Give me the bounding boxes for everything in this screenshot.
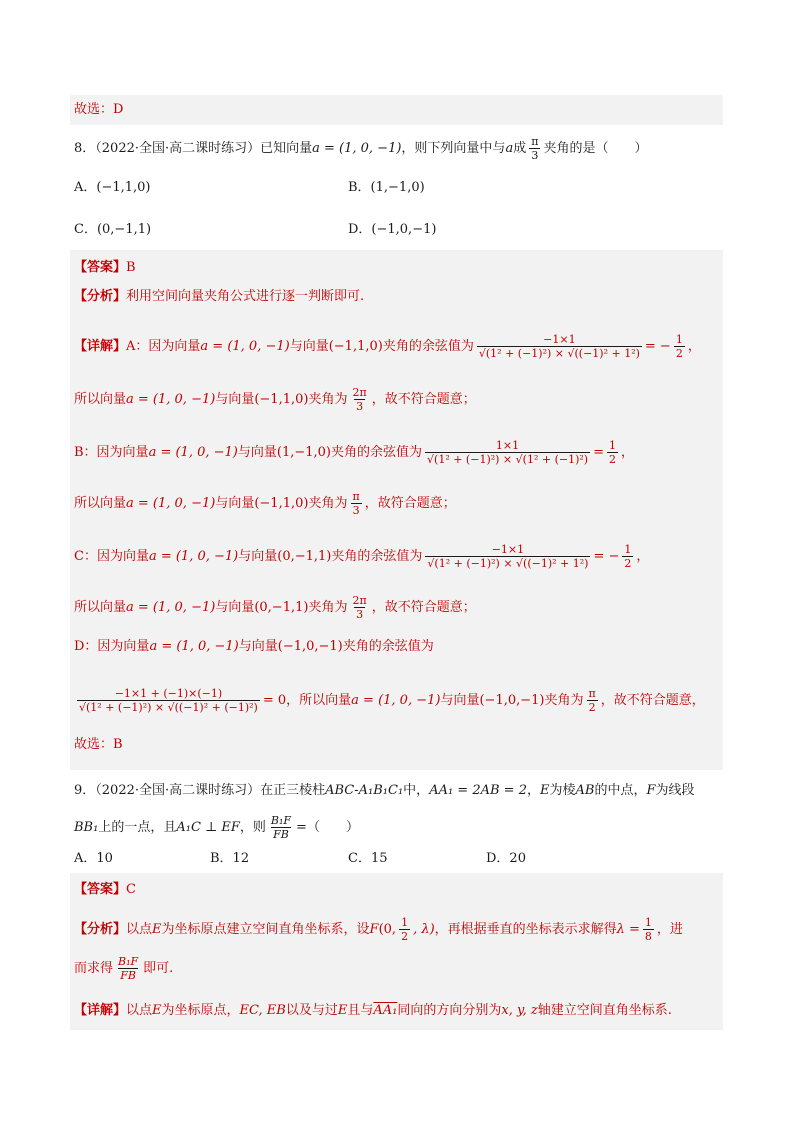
q8-d-vec2: (−1,0,−1) (277, 639, 343, 654)
q8-a-res-num: 1 (675, 333, 683, 346)
q8-a2-pre: 所以向量 (74, 392, 127, 407)
q8-detail-c-line2 (74, 595, 476, 621)
q8-b2-mid: 与向量 (215, 496, 255, 511)
q9-stem-mid5: 为线段 (655, 783, 695, 798)
q9-stem-line2 (74, 815, 359, 841)
q8-a2-post: 夹角为 (308, 392, 348, 407)
q8-d2-ang-num: π (588, 687, 596, 700)
q9-stem-mid3: 为棱 (549, 783, 576, 798)
q8-angle-fraction (529, 136, 540, 162)
q9-detail-vector: AA₁ (373, 1003, 398, 1018)
q9-detail-e: E (152, 1003, 162, 1018)
q9-option-c: C．15 (348, 851, 388, 866)
q8-b-cos-den: √(1² + (−1)²) × √(1² + (−1)²) (427, 453, 589, 466)
q9-answer-tag: 【答案】 (74, 882, 127, 897)
q8-a-cos-fraction (477, 334, 642, 360)
q9-segment-bb1: BB₁ (74, 820, 99, 835)
q8-detail-d-line2 (74, 688, 705, 714)
q7-choose: 故选：D (74, 102, 124, 117)
q8-c-mid: 与向量 (238, 549, 278, 564)
q9-detail-pre: 以点 (126, 1003, 153, 1018)
q9-stem-mid4: 的中点， (594, 783, 647, 798)
q8-analysis-tag: 【分析】 (74, 289, 127, 304)
q8-answer-tag: 【答案】 (74, 260, 127, 275)
q8-a-post: 夹角的余弦值为 (382, 339, 474, 354)
q8-c2-vec2: (0,−1,1) (254, 600, 309, 615)
q8-b-vec1: a = (1, 0, −1) (148, 445, 238, 460)
q9-analysis-f-open: (0, (378, 922, 397, 937)
q8-b-cos-num: 1×1 (495, 439, 520, 452)
q8-d-eq: = 0 (262, 693, 287, 708)
q8-b2-pre: 所以向量 (74, 496, 127, 511)
q8-c-pre: C：因为向量 (74, 549, 149, 564)
q9-analysis-mid: 为坐标原点建立空间直角坐标系，设 (161, 922, 370, 937)
q8-a2-angle-fraction (350, 387, 368, 413)
q9-stem-mid2: ， (526, 783, 540, 798)
q8-a-eq: = − (644, 339, 671, 354)
q8-c-end: ， (636, 549, 650, 564)
q9-point-e: E (540, 783, 550, 798)
q8-a-vec1: a = (1, 0, −1) (200, 339, 290, 354)
q9-stem-mid: 中， (403, 783, 430, 798)
q8-d2-angle-fraction (587, 688, 598, 714)
q8-a-res-den: 2 (675, 347, 683, 360)
q9-answer-value: C (126, 882, 136, 897)
q8-c2-pre: 所以向量 (74, 600, 127, 615)
q8-detail-b-line2 (74, 491, 456, 517)
q8-stem-mid2: 成 (513, 141, 527, 156)
q9-detail-tag: 【详解】 (74, 1003, 127, 1018)
q8-d2-mid2: 与向量 (440, 693, 480, 708)
q9-edge-ab: AB (575, 783, 595, 798)
q8-choose: 故选：B (74, 737, 123, 752)
q8-b2-ang-den: 3 (352, 504, 360, 517)
q9-l-den: 8 (644, 930, 652, 943)
q9-option-b: B．12 (210, 851, 250, 866)
q9-detail-e2: E (337, 1003, 348, 1018)
q9-a2-den: FB (120, 969, 136, 982)
q9-prism: ABC-A₁B₁C₁ (325, 783, 404, 798)
q8-d2-ang-den: 2 (588, 701, 596, 714)
q9-analysis-post: ，进 (656, 922, 683, 937)
q8-c2-ang-den: 3 (356, 608, 364, 621)
q8-a-result-fraction (674, 334, 685, 360)
q9-perpendicular: A₁C ⊥ EF (176, 820, 240, 835)
q8-b-end: ， (620, 445, 634, 460)
q8-b2-end: ，故符合题意； (364, 496, 456, 511)
q8-stem (74, 136, 647, 162)
q9-analysis-f-fraction (399, 917, 410, 943)
q9-analysis-tag: 【分析】 (74, 922, 127, 937)
q9-analysis-e: E (152, 922, 162, 937)
q9-analysis-pre: 以点 (126, 922, 153, 937)
q8-c2-angle-fraction (350, 595, 368, 621)
q9-condition: AA₁ = 2AB = 2 (429, 783, 527, 798)
q8-d2-end: ，故不符合题意， (600, 693, 705, 708)
q8-d2-mid: ，所以向量 (286, 693, 352, 708)
q9-a2-num: B₁F (118, 955, 139, 968)
q8-answer-value: B (126, 260, 136, 275)
q8-b2-ang-num: π (352, 490, 360, 503)
solution-band-q7 (70, 95, 723, 125)
q8-a-cos-num: −1×1 (543, 333, 576, 346)
q9-analysis-mid2: ，再根据垂直的坐标表示求解得 (434, 922, 617, 937)
q8-stem-mid: ，则下列向量中与 (401, 141, 506, 156)
q9-line2-mid: ，则 (239, 820, 266, 835)
q9-analysis2-fraction (116, 956, 140, 982)
q8-b2-vec1: a = (1, 0, −1) (126, 496, 216, 511)
q8-stem-pre: 8．（2022·全国·高二课时练习）已知向量 (74, 141, 313, 156)
q8-b-mid: 与向量 (237, 445, 277, 460)
q9-detail-mid2: 以及与过 (285, 1003, 338, 1018)
q8-detail-c-line1 (74, 544, 649, 570)
q8-b-res-den: 2 (608, 453, 616, 466)
q8-d-pre: D：因为向量 (74, 639, 150, 654)
q8-d-cos-den: √(1² + (−1)²) × √((−1)² + (−1)²) (79, 701, 258, 714)
q9-stem-pre: 9．（2022·全国·高二课时练习）在正三棱柱 (74, 783, 326, 798)
q8-option-d: D．(−1,0,−1) (348, 222, 437, 237)
q8-a2-mid: 与向量 (215, 392, 255, 407)
q8-b-pre: B：因为向量 (74, 445, 149, 460)
q8-c-cos-num: −1×1 (491, 543, 525, 556)
q8-c-post: 夹角的余弦值为 (331, 549, 423, 564)
q9-l-num: 1 (644, 916, 652, 929)
q9-point-f: F (646, 783, 656, 798)
q9-ratio-den: FB (273, 828, 289, 841)
q8-a2-end: ，故不符合题意； (371, 392, 476, 407)
q8-angle-den: 3 (531, 149, 539, 162)
q9-analysis-lambda: λ = (616, 922, 640, 937)
q8-d2-post: 夹角为 (544, 693, 584, 708)
q9-line2-post: =（ ） (296, 820, 359, 835)
q8-b-post: 夹角的余弦值为 (331, 445, 423, 460)
q9-detail-axes: EC, EB (239, 1003, 286, 1018)
q8-detail-b-line1 (74, 440, 634, 466)
q8-option-a: A．(−1,1,0) (74, 180, 151, 195)
q9-answer (74, 880, 136, 900)
q8-option-c: C．(0,−1,1) (74, 222, 152, 237)
q8-c2-ang-num: 2π (352, 594, 367, 607)
q8-c2-mid: 与向量 (215, 600, 255, 615)
q8-angle-num: π (531, 135, 539, 148)
q8-a-end: ， (687, 339, 701, 354)
q8-c-res-den: 2 (624, 557, 632, 570)
q9-option-d: D．20 (486, 851, 526, 866)
q8-c-eq: = − (593, 549, 620, 564)
q8-c-vec2: (0,−1,1) (277, 549, 332, 564)
q9-analysis-f: F (369, 922, 379, 937)
q8-a2-ang-den: 3 (356, 400, 364, 413)
q8-c2-vec1: a = (1, 0, −1) (126, 600, 216, 615)
q8-a2-vec1: a = (1, 0, −1) (126, 392, 216, 407)
q9-detail-xyz: x, y, z (501, 1003, 538, 1018)
q8-stem-post: 夹角的是（ ） (543, 141, 648, 156)
q8-d-cos-fraction (77, 688, 260, 714)
q8-c-cos-fraction (425, 544, 590, 570)
q8-b-cos-fraction (425, 440, 590, 466)
q8-detail-tag: 【详解】 (74, 339, 127, 354)
q9-stem-line1 (74, 781, 695, 801)
q9-detail-mid: 为坐标原点， (161, 1003, 240, 1018)
q9-analysis2-post: 即可. (143, 961, 174, 976)
q8-c-vec1: a = (1, 0, −1) (148, 549, 239, 564)
q8-d2-vec2: (−1,0,−1) (479, 693, 545, 708)
q8-c-result-fraction (622, 544, 633, 570)
q8-d2-vec1: a = (1, 0, −1) (351, 693, 441, 708)
q8-detail-a-line1 (74, 334, 701, 360)
q9-analysis2-pre: 而求得 (74, 961, 114, 976)
q9-analysis-f-close: , λ) (413, 922, 435, 937)
q9-detail-mid4: 同向的方向分别为 (397, 1003, 502, 1018)
q8-c2-end: ，故不符合题意； (371, 600, 476, 615)
q8-d-mid: 与向量 (238, 639, 278, 654)
q8-b2-vec2: (−1,1,0) (254, 496, 309, 511)
q8-d-cos-num: −1×1 + (−1)×(−1) (114, 687, 223, 700)
q8-analysis (74, 287, 364, 307)
q9-f-num: 1 (401, 916, 409, 929)
q8-d-vec1: a = (1, 0, −1) (149, 639, 239, 654)
q8-c-res-num: 1 (624, 543, 632, 556)
q8-a-symbol: a (505, 141, 514, 156)
q8-b2-angle-fraction (350, 491, 361, 517)
q8-a-cos-den: √(1² + (−1)²) × √((−1)² + 1²) (478, 347, 640, 360)
q9-detail-post: 轴建立空间直角坐标系. (537, 1003, 672, 1018)
q8-c-cos-den: √(1² + (−1)²) × √((−1)² + 1²) (427, 557, 589, 570)
q8-a2-ang-num: 2π (352, 386, 367, 399)
q8-c2-post: 夹角为 (308, 600, 348, 615)
q9-f-den: 2 (401, 930, 409, 943)
q8-a-pre: A：因为向量 (126, 339, 201, 354)
q9-analysis-line2 (74, 956, 173, 982)
q8-a-vec2: (−1,1,0) (328, 339, 383, 354)
q8-detail-a-line2 (74, 387, 476, 413)
q8-a-mid: 与向量 (289, 339, 329, 354)
q9-detail (74, 1001, 672, 1021)
q8-answer (74, 258, 136, 278)
q8-option-b: B．(1,−1,0) (348, 180, 425, 195)
q9-ratio-num: B₁F (270, 814, 292, 827)
q9-ratio-fraction (269, 815, 293, 841)
q8-b-result-fraction (607, 440, 618, 466)
q8-b-res-num: 1 (608, 439, 616, 452)
q9-analysis-lambda-fraction (643, 917, 654, 943)
q8-b2-post: 夹角为 (308, 496, 348, 511)
q8-b-vec2: (1,−1,0) (276, 445, 331, 460)
q8-analysis-text: 利用空间向量夹角公式进行逐一判断即可. (126, 289, 365, 304)
q9-line2-pre: 上的一点，且 (98, 820, 177, 835)
q9-detail-mid3: 且与 (347, 1003, 374, 1018)
q8-vector-a: a = (1, 0, −1) (312, 141, 402, 156)
q9-option-a: A．10 (74, 851, 113, 866)
q8-b-eq: = (593, 445, 604, 460)
q8-a2-vec2: (−1,1,0) (254, 392, 309, 407)
q9-analysis-line1 (74, 917, 683, 943)
q8-d-post: 夹角的余弦值为 (342, 639, 434, 654)
q8-detail-d-line1 (74, 637, 434, 657)
